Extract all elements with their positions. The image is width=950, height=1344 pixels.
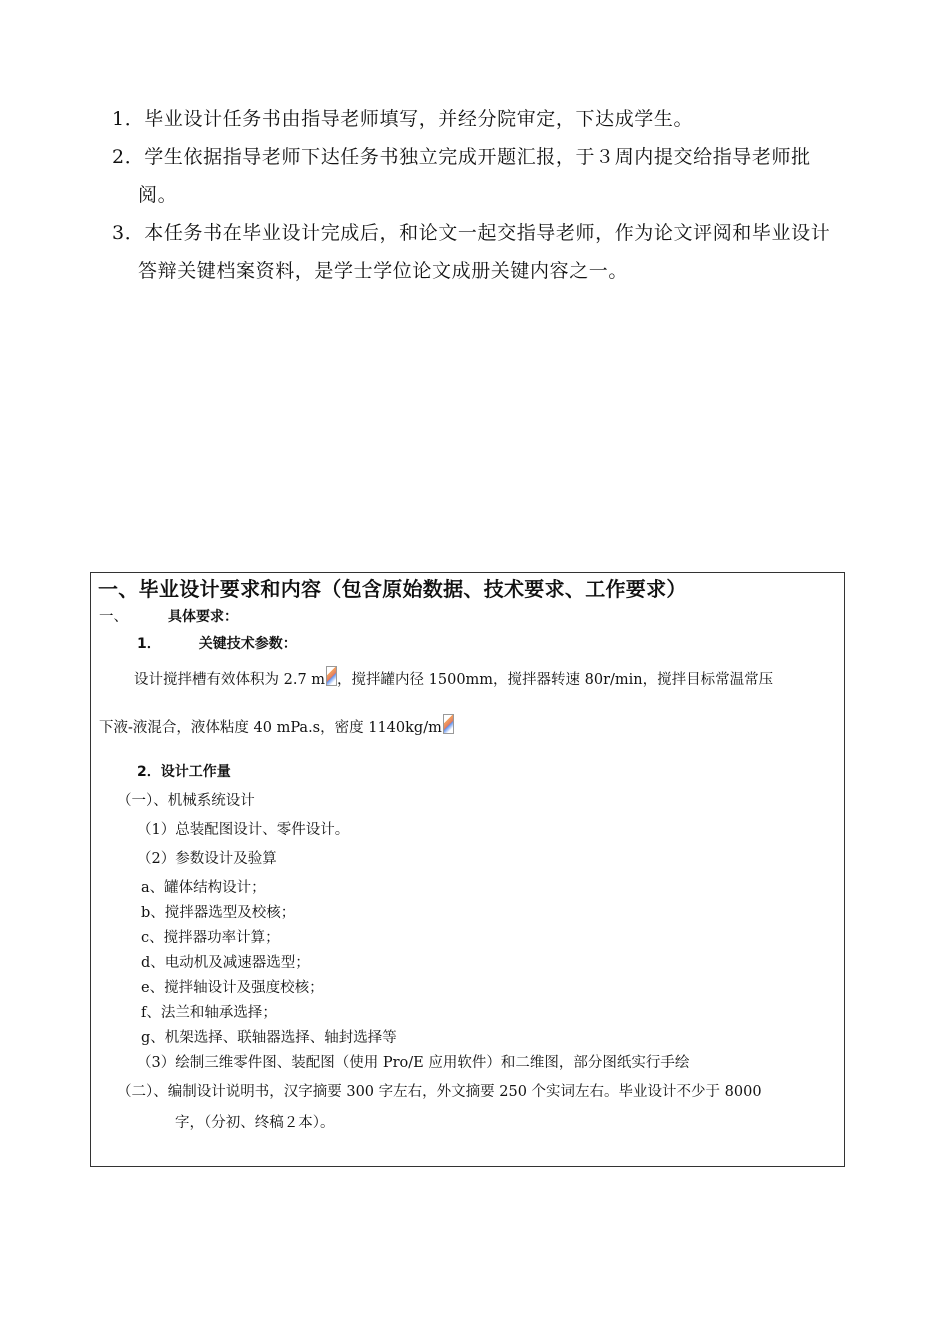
instruction-3: 3．本任务书在毕业设计完成后，和论文一起交指导老师，作为论文评阅和毕业设计答辩关键档案资料，是学士学位论文成册关键内容之一。 <box>112 222 831 282</box>
doc-line-2: 字，（分初、终稿２本）。 <box>175 1115 335 1131</box>
list-item: a、罐体结构设计； <box>141 880 266 896</box>
list-item: b、搅拌器选型及校核； <box>141 905 296 921</box>
section-title: 一、毕业设计要求和内容（包含原始数据、技术要求、工作要求） <box>98 577 687 601</box>
instruction-2: 2．学生依据指导老师下达任务书独立完成开题汇报，于３周内提交给指导老师批阅。 <box>112 146 811 206</box>
sub-heading-label: 具体要求： <box>168 609 238 625</box>
cubic-unit-image-icon <box>326 666 337 686</box>
cubic-unit-image-icon <box>443 714 454 734</box>
list-item: e、搅拌轴设计及强度校核； <box>141 980 324 996</box>
item1-label: 关键技术参数： <box>198 636 297 652</box>
params-line-1: 设计搅拌槽有效体积为 2.7 m ，搅拌罐内径 1500mm，搅拌器转速 80r/min，搅拌目标常温常压 <box>134 666 773 689</box>
instruction-1: 1．毕业设计任务书由指导老师填写，并经分院审定，下达成学生。 <box>112 108 694 130</box>
mech-item-2: （2）参数设计及验算 <box>137 851 277 867</box>
item1-heading <box>137 633 297 653</box>
item1-number: 1． <box>137 636 161 652</box>
list-item: d、电动机及减速器选型； <box>141 955 310 971</box>
mech-item-3: （3）绘制三维零件图、装配图（使用 Pro/E 应用软件）和二维图，部分图纸实行手绘 <box>137 1055 690 1071</box>
list-item: f、法兰和轴承选择； <box>141 1005 277 1021</box>
requirements-box <box>90 572 845 1167</box>
mech-heading: （一）、机械系统设计 <box>117 793 255 809</box>
mech-item-1: （1）总装配图设计、零件设计。 <box>137 822 350 838</box>
list-item: g、机架选择、联轴器选择、轴封选择等 <box>141 1030 397 1046</box>
sub-heading-row <box>99 605 238 626</box>
item2-heading: 2．设计工作量 <box>137 764 231 780</box>
doc-line-1: （二）、编制设计说明书，汉字摘要 300 字左右，外文摘要 250 个实词左右。毕业设计不少于 8000 <box>117 1084 762 1100</box>
instructions-list <box>112 100 842 290</box>
list-item: c、搅拌器功率计算； <box>141 930 280 946</box>
params-line-2: 下液-液混合，液体粘度 40 mPa.s，密度 1140kg/m <box>99 714 454 737</box>
sub-heading-number: 一、 <box>99 609 128 625</box>
